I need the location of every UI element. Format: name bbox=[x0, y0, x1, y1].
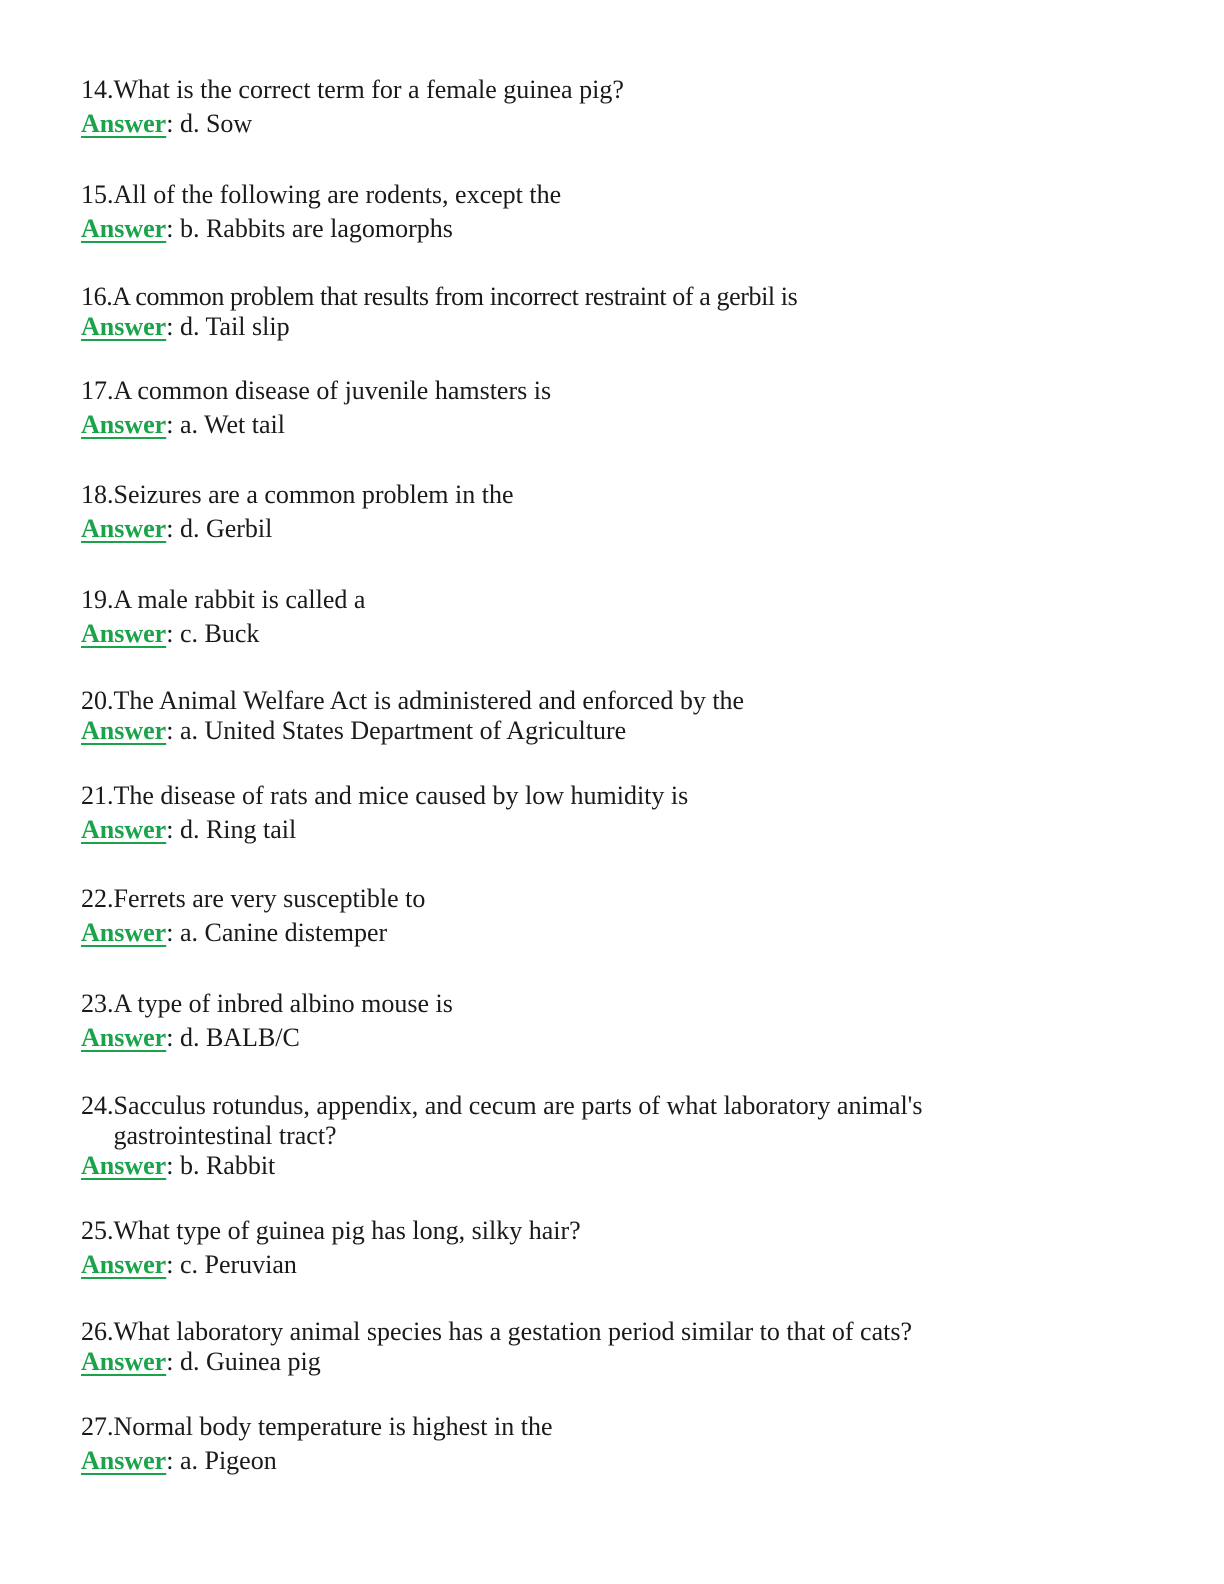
answer-value: : b. Rabbits are lagomorphs bbox=[166, 214, 453, 243]
answer-value: : a. United States Department of Agriculture bbox=[166, 716, 627, 745]
question-text: 19. A male rabbit is called a bbox=[81, 585, 366, 614]
answer-line bbox=[81, 214, 1081, 244]
answer-line bbox=[81, 109, 1081, 139]
answer-line bbox=[81, 1347, 1081, 1377]
question-26 bbox=[81, 1317, 1081, 1377]
answer-line bbox=[81, 619, 1081, 649]
question-text: 23. A type of inbred albino mouse is bbox=[81, 989, 453, 1018]
answer-value: : a. Pigeon bbox=[166, 1446, 277, 1475]
question-text: 25. What type of guinea pig has long, silky hair? bbox=[81, 1216, 581, 1245]
answer-label: Answer bbox=[81, 1250, 167, 1279]
answer-label: Answer bbox=[81, 1151, 167, 1180]
answer-label: Answer bbox=[81, 716, 167, 745]
answer-line bbox=[81, 918, 1081, 948]
answer-line bbox=[81, 815, 1081, 845]
answer-line bbox=[81, 716, 1081, 746]
answer-value: : d. BALB/C bbox=[166, 1023, 300, 1052]
answer-label: Answer bbox=[81, 1023, 167, 1052]
answer-value: : d. Ring tail bbox=[166, 815, 297, 844]
answer-value: : d. Gerbil bbox=[166, 514, 273, 543]
answer-line bbox=[81, 1250, 1081, 1280]
question-19 bbox=[81, 585, 1081, 649]
answer-line bbox=[81, 1023, 1081, 1053]
question-text: 27. Normal body temperature is highest in the bbox=[81, 1412, 553, 1441]
question-21 bbox=[81, 781, 1081, 845]
question-20 bbox=[81, 686, 1081, 746]
answer-label: Answer bbox=[81, 918, 167, 947]
question-15 bbox=[81, 180, 1081, 244]
answer-label: Answer bbox=[81, 815, 167, 844]
answer-value: : d. Tail slip bbox=[166, 312, 290, 341]
question-17 bbox=[81, 376, 1081, 440]
question-22 bbox=[81, 884, 1081, 948]
question-text: 18. Seizures are a common problem in the bbox=[81, 480, 514, 509]
question-25 bbox=[81, 1216, 1081, 1280]
question-text: 17. A common disease of juvenile hamsters is bbox=[81, 376, 552, 405]
question-text: 16. A common problem that results from incorrect restraint of a gerbil is bbox=[81, 282, 798, 311]
question-27 bbox=[81, 1412, 1081, 1476]
answer-label: Answer bbox=[81, 410, 167, 439]
question-18 bbox=[81, 480, 1081, 544]
answer-label: Answer bbox=[81, 514, 167, 543]
answer-value: : c. Buck bbox=[166, 619, 260, 648]
answer-label: Answer bbox=[81, 109, 167, 138]
question-text: 14. What is the correct term for a female guinea pig? bbox=[81, 75, 624, 104]
answer-label: Answer bbox=[81, 1347, 167, 1376]
question-16 bbox=[81, 282, 1081, 342]
question-24 bbox=[81, 1091, 1081, 1181]
answer-line bbox=[81, 1446, 1081, 1476]
answer-label: Answer bbox=[81, 1446, 167, 1475]
answer-line bbox=[81, 410, 1081, 440]
answer-label: Answer bbox=[81, 312, 167, 341]
question-text: 20. The Animal Welfare Act is administered and enforced by the bbox=[81, 686, 745, 715]
answer-value: : d. Sow bbox=[166, 109, 253, 138]
question-14 bbox=[81, 75, 1081, 139]
answer-line bbox=[81, 1151, 1081, 1181]
answer-label: Answer bbox=[81, 214, 167, 243]
answer-value: : c. Peruvian bbox=[166, 1250, 297, 1279]
question-text: 15. All of the following are rodents, except the bbox=[81, 180, 562, 209]
question-text: 22. Ferrets are very susceptible to bbox=[81, 884, 426, 913]
answer-value: : d. Guinea pig bbox=[166, 1347, 321, 1376]
answer-label: Answer bbox=[81, 619, 167, 648]
question-text: 26. What laboratory animal species has a gestation period similar to that of cats? bbox=[81, 1317, 913, 1346]
answer-value: : b. Rabbit bbox=[166, 1151, 276, 1180]
question-text: 24. Sacculus rotundus, appendix, and cecum are parts of what laboratory animal's gastrointestinal tract? bbox=[81, 1091, 923, 1150]
answer-value: : a. Canine distemper bbox=[166, 918, 388, 947]
answer-line bbox=[81, 514, 1081, 544]
answer-value: : a. Wet tail bbox=[166, 410, 285, 439]
answer-line bbox=[81, 312, 1081, 342]
question-23 bbox=[81, 989, 1081, 1053]
question-text: 21. The disease of rats and mice caused by low humidity is bbox=[81, 781, 689, 810]
